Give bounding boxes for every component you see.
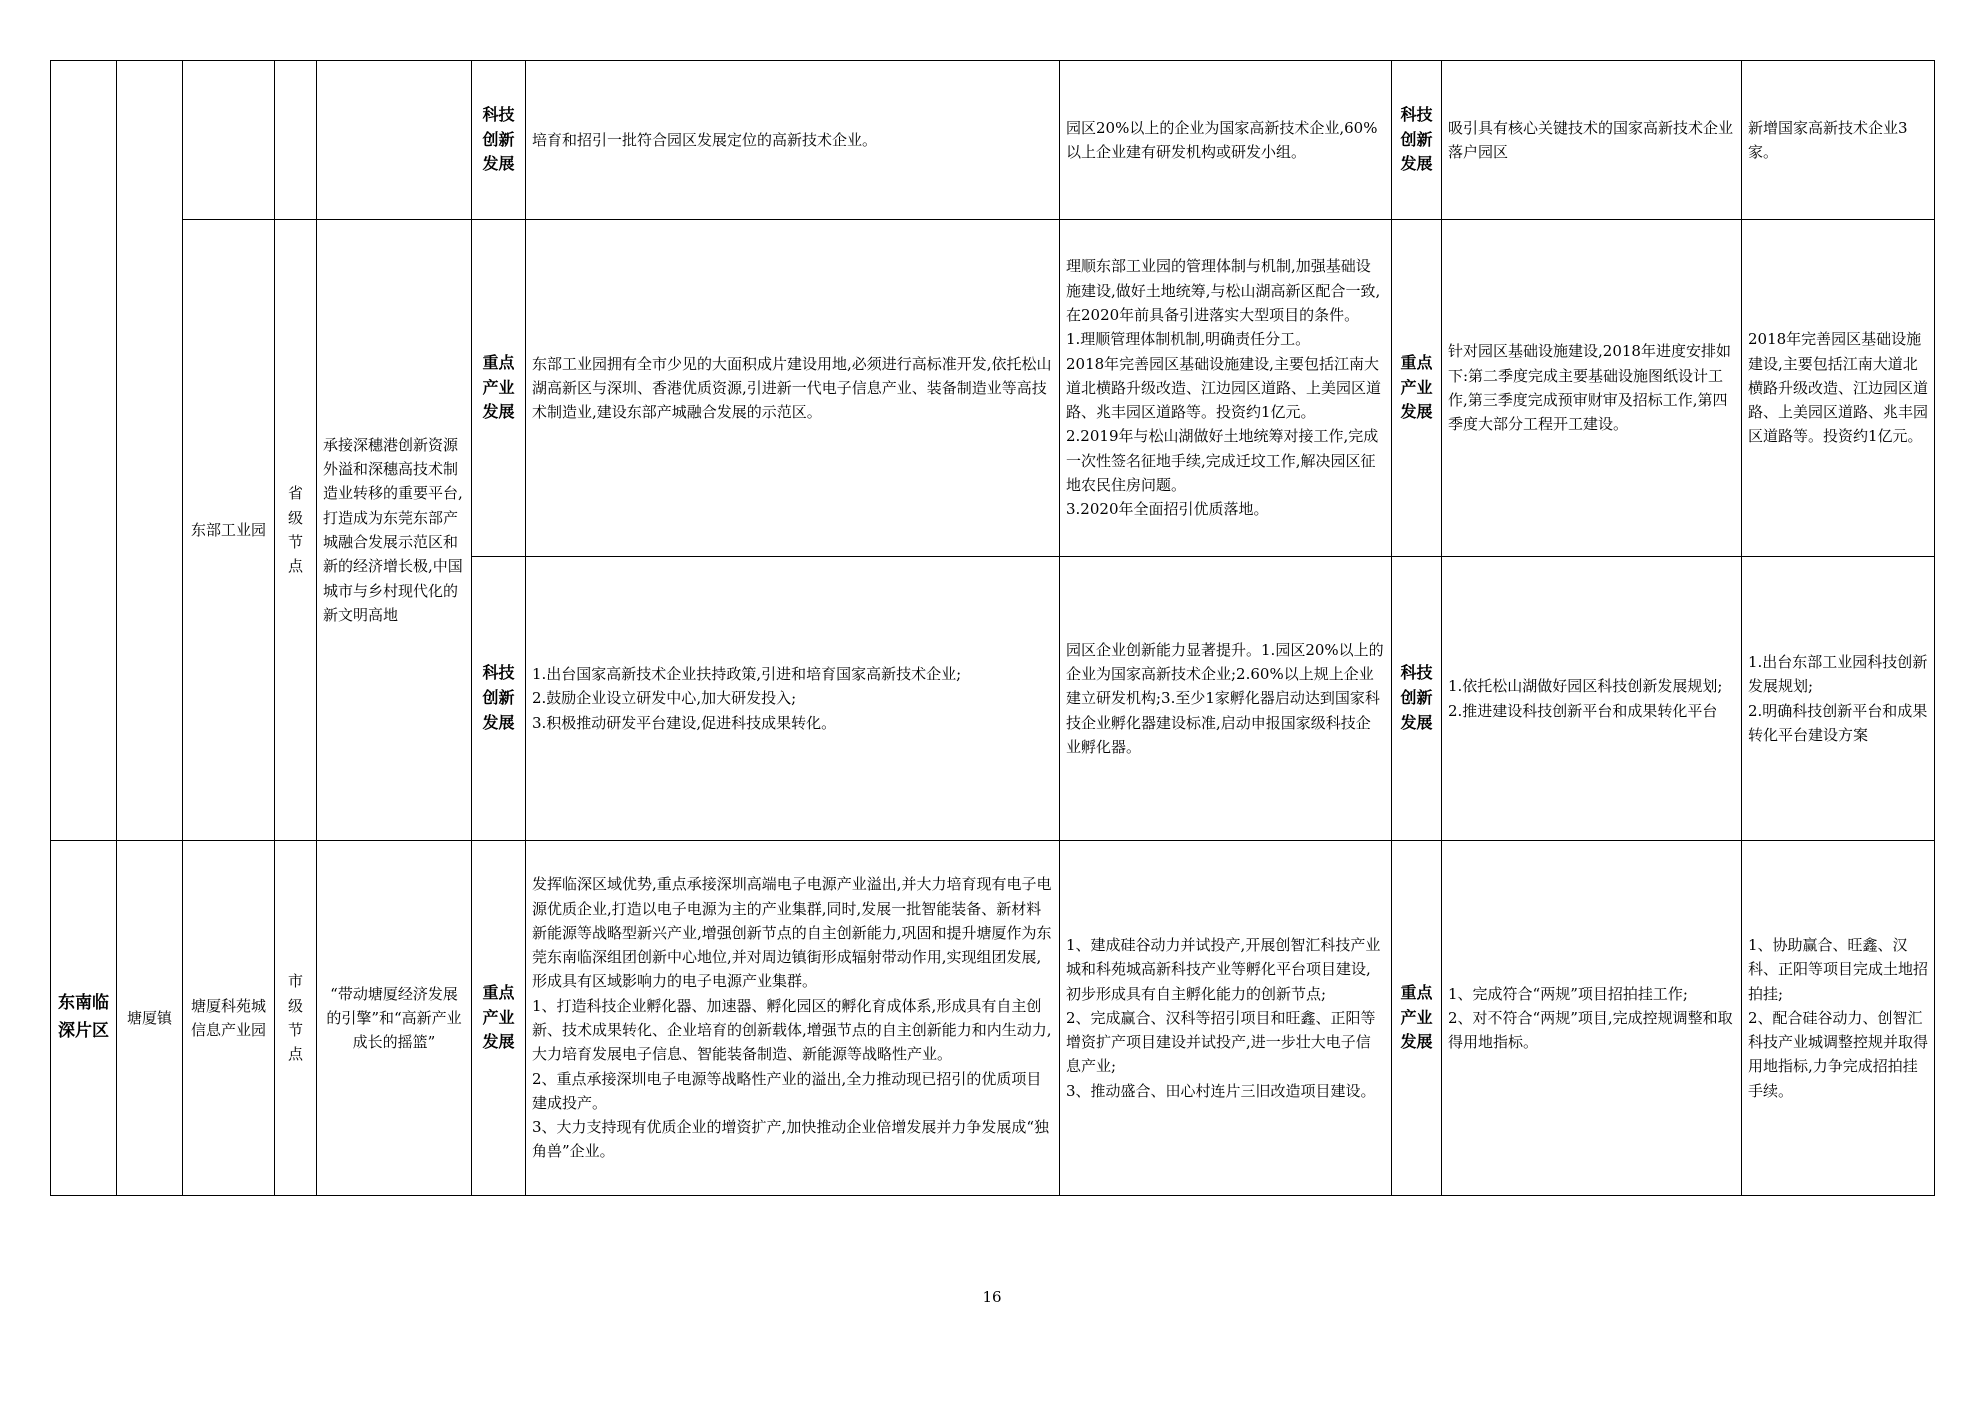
page-number: 16	[982, 1288, 1002, 1306]
category2-cell: 科技创新发展	[1392, 61, 1442, 220]
positioning-cell: 承接深穗港创新资源外溢和深穗高技术制造业转移的重要平台,打造成为东莞东部产城融合发展示范区和新的经济增长极,中国城市与乡村现代化的新文明高地	[317, 220, 472, 841]
zone-cell: 东南临深片区	[51, 841, 117, 1196]
target-line: 1.理顺管理体制机制,明确责任分工。	[1066, 330, 1311, 349]
positioning-cell-empty	[317, 61, 472, 220]
category-cell: 科技创新发展	[472, 61, 526, 220]
plan-line: 2、对不符合“两规”项目,完成控规调整和取得用地指标。	[1448, 1008, 1733, 1052]
table-row	[51, 841, 1935, 1196]
target-line: 2、完成赢合、汉科等招引项目和旺鑫、正阳等增资扩产项目建设并试投产,进一步壮大电子信息产业;	[1066, 1008, 1376, 1076]
category2-cell: 科技创新发展	[1392, 557, 1442, 841]
task-line: 3、大力支持现有优质企业的增资扩产,加快推动企业倍增发展并力争发展成“独角兽”企业。	[532, 1118, 1049, 1161]
plan-2018-cell: 吸引具有核心关键技术的国家高新技术企业落户园区	[1442, 61, 1742, 220]
task-line: 2、重点承接深圳电子电源等战略性产业的溢出,全力推动现已招引的优质项目建成投产。	[532, 1069, 1042, 1112]
task-cell	[526, 841, 1060, 1196]
target-cell	[1060, 841, 1392, 1196]
task-cell: 东部工业园拥有全市少见的大面积成片建设用地,必须进行高标准开发,依托松山湖高新区与深圳、香港优质资源,引进新一代电子信息产业、装备制造业等高技术制造业,建设东部产城融合发展的示范区。	[526, 220, 1060, 557]
target-line: 3.2020年全面招引优质落地。	[1066, 500, 1269, 519]
result-cell	[1742, 557, 1935, 841]
result-cell	[1742, 841, 1935, 1196]
category-cell: 重点产业发展	[472, 841, 526, 1196]
plan-table	[50, 60, 1935, 1196]
level-cell: 市级节点	[275, 841, 317, 1196]
category2-cell: 重点产业发展	[1392, 841, 1442, 1196]
zone-cell-empty	[51, 61, 117, 841]
result-line: 1、协助赢合、旺鑫、汉科、正阳等项目完成土地招拍挂;	[1748, 935, 1929, 1003]
task-line: 1、打造科技企业孵化器、加速器、孵化园区的孵化育成体系,形成具有自主创新、技术成果转化、企业培育的创新载体,增强节点的自主创新能力和内生动力,大力培育发展电子信息、智能装备制造、新能源等战略性产业。	[532, 996, 1052, 1064]
category-cell: 科技创新发展	[472, 557, 526, 841]
table-row	[51, 61, 1935, 220]
result-line: 2、配合硅谷动力、创智汇科技产业城调整控规并取得用地指标,力争完成招拍挂手续。	[1748, 1008, 1929, 1100]
target-line: 理顺东部工业园的管理体制与机制,加强基础设施建设,做好土地统筹,与松山湖高新区配合一致,在2020年前具备引进落实大型项目的条件。	[1066, 257, 1381, 324]
target-line: 1、建成硅谷动力并试投产,开展创智汇科技产业城和科苑城高新科技产业等孵化平台项目建设,初步形成具有自主孵化能力的创新节点;	[1066, 935, 1381, 1003]
target-cell: 园区20%以上的企业为国家高新技术企业,60%以上企业建有研发机构或研发小组。	[1060, 61, 1392, 220]
task-cell	[526, 557, 1060, 841]
plan-2018-cell: 针对园区基础设施建设,2018年进度安排如下:第二季度完成主要基础设施图纸设计工作,第三季度完成预审财审及招标工作,第四季度大部分工程开工建设。	[1442, 220, 1742, 557]
task-line: 2.鼓励企业设立研发中心,加大研发投入;	[532, 689, 797, 708]
park-cell: 东部工业园	[183, 220, 275, 841]
plan-2018-cell: 1.依托松山湖做好园区科技创新发展规划;2.推进建设科技创新平台和成果转化平台	[1442, 557, 1742, 841]
target-line: 3、推动盛合、田心村连片三旧改造项目建设。	[1066, 1081, 1376, 1100]
task-line: 发挥临深区域优势,重点承接深圳高端电子电源产业溢出,并大力培育现有电子电源优质企业,打造以电子电源为主的产业集群,同时,发展一批智能装备、新材料新能源等战略型新兴产业,增强创新节点的自主创新能力,巩固和提升塘厦作为东莞东南临深组团创新中心地位,并对周边镇街形成辐射带动作用,实现组团发展,形成具有区域影响力的电子电源产业集群。	[532, 875, 1052, 991]
positioning-cell: “带动塘厦经济发展的引擎”和“高新产业成长的摇篮”	[317, 841, 472, 1196]
level-cell-empty	[275, 61, 317, 220]
town-cell-empty	[117, 61, 183, 841]
task-line: 3.积极推动研发平台建设,促进科技成果转化。	[532, 713, 837, 732]
level-cell: 省级节点	[275, 220, 317, 841]
result-line: 1.出台东部工业园科技创新发展规划;	[1748, 652, 1928, 696]
category2-cell: 重点产业发展	[1392, 220, 1442, 557]
target-cell	[1060, 220, 1392, 557]
park-cell-empty	[183, 61, 275, 220]
town-cell: 塘厦镇	[117, 841, 183, 1196]
result-cell: 新增国家高新技术企业3家。	[1742, 61, 1935, 220]
park-cell: 塘厦科苑城信息产业园	[183, 841, 275, 1196]
table-row	[51, 220, 1935, 557]
plan-2018-cell	[1442, 841, 1742, 1196]
task-cell: 培育和招引一批符合园区发展定位的高新技术企业。	[526, 61, 1060, 220]
plan-line: 1、完成符合“两规”项目招拍挂工作;	[1448, 984, 1688, 1003]
target-line: 2018年完善园区基础设施建设,主要包括江南大道北横路升级改造、江边园区道路、上美园区道路、兆丰园区道路等。投资约1亿元。	[1066, 354, 1382, 422]
result-line: 2.明确科技创新平台和成果转化平台建设方案	[1748, 701, 1928, 744]
task-line: 1.出台国家高新技术企业扶持政策,引进和培育国家高新技术企业;	[532, 665, 962, 684]
target-line: 2.2019年与松山湖做好土地统筹对接工作,完成一次性签名征地手续,完成迁坟工作,解决园区征地农民住房问题。	[1066, 427, 1379, 495]
category-cell: 重点产业发展	[472, 220, 526, 557]
result-cell: 2018年完善园区基础设施建设,主要包括江南大道北横路升级改造、江边园区道路、上美园区道路、兆丰园区道路等。投资约1亿元。	[1742, 220, 1935, 557]
target-cell: 园区企业创新能力显著提升。1.园区20%以上的企业为国家高新技术企业;2.60%以上规上企业建立研发机构;3.至少1家孵化器启动达到国家科技企业孵化器建设标准,启动申报国家级科技企业孵化器。	[1060, 557, 1392, 841]
